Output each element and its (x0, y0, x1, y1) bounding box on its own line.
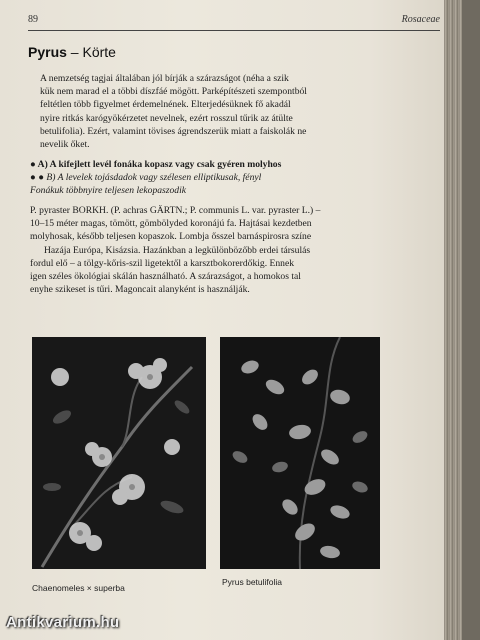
species-line: 10–15 méter magas, tömött, gömbölyded koronájú fa. Hajtásai kezdetben (30, 218, 312, 230)
intro-paragraph (40, 72, 440, 151)
watermark: Antikvarium.hu (6, 614, 120, 631)
caption-right: Pyrus betulifolia (222, 577, 283, 587)
page-header (28, 14, 440, 28)
genus-name: Pyrus (28, 44, 67, 60)
intro-line: nyire ritkás karógyökérzetet nevelnek, ezért rosszul tűrik az átülte (40, 112, 293, 124)
species-line: P. pyraster BORKH. (P. achras GÄRTN.; P. communis L. var. pyraster L.) – (30, 205, 321, 216)
photo-chaenomeles-image (32, 337, 206, 569)
header-rule (28, 30, 440, 31)
species-line: Hazája Európa, Kisázsia. Hazánkban a legkülönbözőbb erdei társulás (44, 244, 311, 256)
intro-line: betulifolia). Ezért, valamint tövises ágrendszerük miatt a faiskolák ne (40, 125, 307, 137)
photo-chaenomeles (32, 337, 206, 569)
key-a-line: ● A) A kifejlett levél fonáka kopasz vagy csak gyéren molyhos (30, 159, 282, 170)
intro-line: kük nem marad el a többi díszfáé mögött. Parképítészeti szempontból (40, 86, 307, 98)
page-number: 89 (28, 14, 38, 25)
caption-left: Chaenomeles × superba (32, 583, 125, 593)
species-line: molyhosak, később teljesen kopaszok. Lombja ősszel barnáspirosra színe (30, 231, 312, 243)
species-paragraph (30, 204, 450, 296)
photo-pyrus-betulifolia (220, 337, 380, 569)
intro-line: nevelik őket. (40, 139, 90, 151)
section-title (28, 44, 116, 60)
common-name: Körte (82, 44, 116, 60)
title-separator: – (66, 44, 83, 60)
page-stack-edge (444, 0, 462, 640)
intro-line: feltétlen több figyelmet érdemelnének. Elterjedésüknek fő akadál (40, 99, 291, 111)
key-b-continuation: Fonákuk többnyire teljesen lekopaszodik (30, 185, 187, 196)
photo-pyrus-image (220, 337, 380, 569)
species-line: fordul elő – a tölgy-kőris-szil ligetektől a karsztbokorerdőkig. Ennek (30, 257, 295, 269)
identification-key (30, 158, 450, 197)
species-line: igen széles ökológiai skálán használható. A szárazságot, a homokos tal (30, 271, 301, 283)
intro-line: A nemzetség tagjai általában jól bírják a szárazságot (néha a szik (40, 73, 289, 84)
running-title: Rosaceae (401, 14, 440, 25)
species-line: enyhe szikeset is tűri. Magoncait alanyként is használják. (30, 284, 250, 296)
key-b-line: ● ● B) A levelek tojásdadok vagy szélesen elliptikusak, fényl (30, 172, 262, 183)
